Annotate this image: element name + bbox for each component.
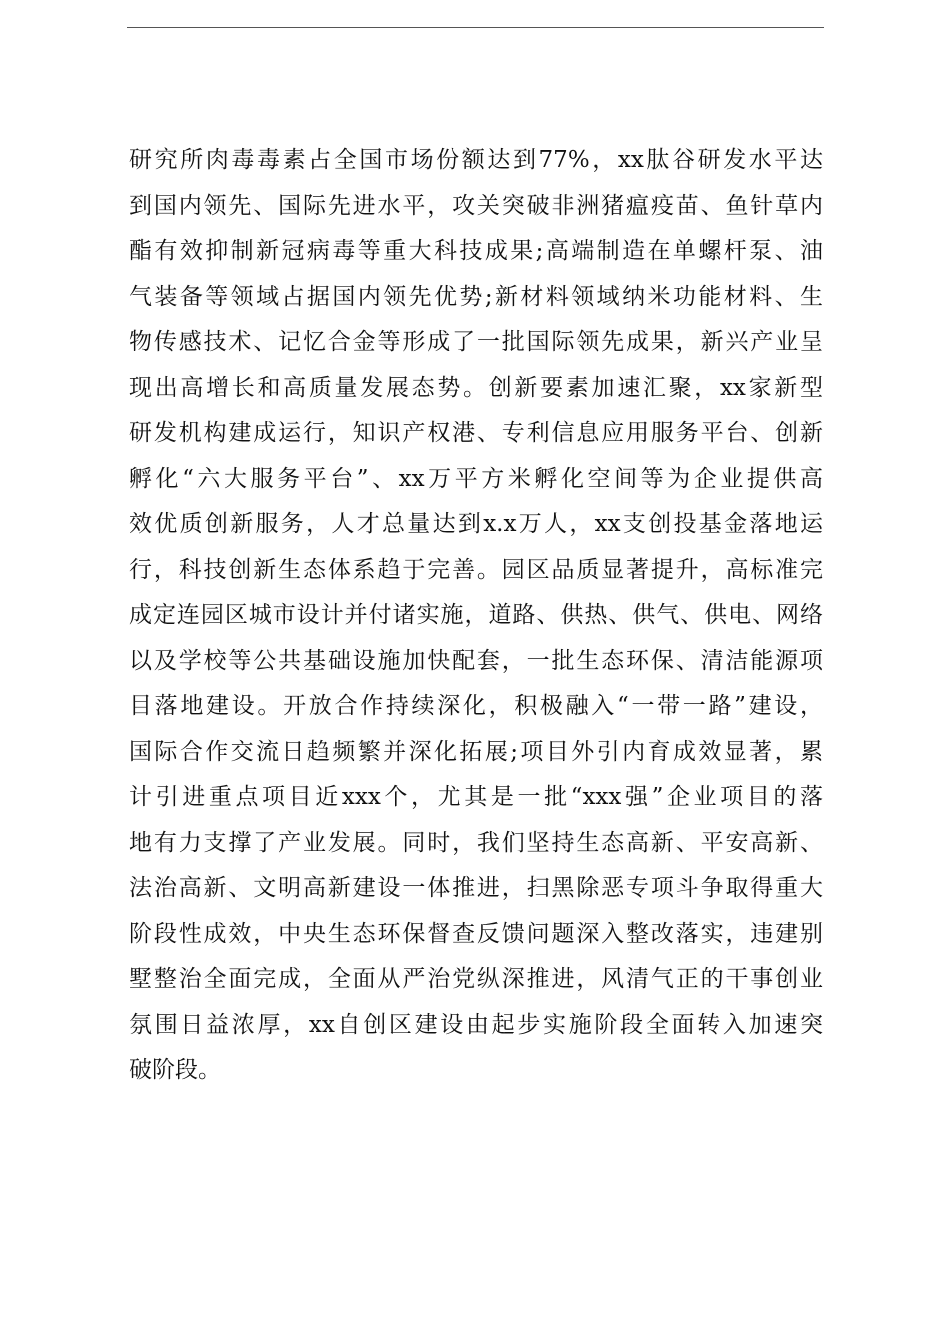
text-line: 法治高新、文明高新建设一体推进，扫黑除恶专项斗争取得重大 xyxy=(129,875,823,901)
text-line: 研究所肉毒毒素占全国市场份额达到77%，xx肽谷研发水平达 xyxy=(129,147,823,173)
body-paragraph xyxy=(129,138,823,1094)
text-line: 计引进重点项目近xxx个，尤其是一批“xxx强”企业项目的落 xyxy=(129,784,823,810)
text-line: 到国内领先、国际先进水平，攻关突破非洲猪瘟疫苗、鱼针草内 xyxy=(129,192,823,219)
text-line: 以及学校等公共基础设施加快配套，一批生态环保、清洁能源项 xyxy=(129,647,823,674)
text-line: 地有力支撑了产业发展。同时，我们坚持生态高新、平安高新、 xyxy=(129,829,823,856)
text-line: 行，科技创新生态体系趋于完善。园区品质显著提升，高标准完 xyxy=(129,556,823,583)
text-line: 阶段性成效，中央生态环保督查反馈问题深入整改落实，违建别 xyxy=(129,920,823,947)
text-line: 现出高增长和高质量发展态势。创新要素加速汇聚，xx家新型 xyxy=(129,374,823,401)
text-line: 目落地建设。开放合作持续深化，积极融入“一带一路”建设， xyxy=(129,693,823,719)
text-line: 效优质创新服务，人才总量达到x.x万人，xx支创投基金落地运 xyxy=(129,511,823,537)
text-line: 孵化“六大服务平台”、xx万平方米孵化空间等为企业提供高 xyxy=(129,465,823,492)
header-rule xyxy=(127,27,824,28)
text-line: 国际合作交流日趋频繁并深化拓展;项目外引内育成效显著，累 xyxy=(129,738,823,765)
text-line-final: 破阶段。 xyxy=(129,1057,221,1083)
text-line: 物传感技术、记忆合金等形成了一批国际领先成果，新兴产业呈 xyxy=(129,329,823,355)
text-line: 气装备等领域占据国内领先优势;新材料领域纳米功能材料、生 xyxy=(129,283,823,310)
text-line: 研发机构建成运行，知识产权港、专利信息应用服务平台、创新 xyxy=(129,420,823,446)
text-line: 墅整治全面完成，全面从严治党纵深推进，风清气正的干事创业 xyxy=(129,966,823,992)
text-line: 酯有效抑制新冠病毒等重大科技成果;高端制造在单螺杆泵、油 xyxy=(129,238,823,264)
text-line: 氛围日益浓厚，xx自创区建设由起步实施阶段全面转入加速突 xyxy=(129,1011,823,1038)
text-line: 成定连园区城市设计并付诸实施，道路、供热、供气、供电、网络 xyxy=(129,602,823,628)
